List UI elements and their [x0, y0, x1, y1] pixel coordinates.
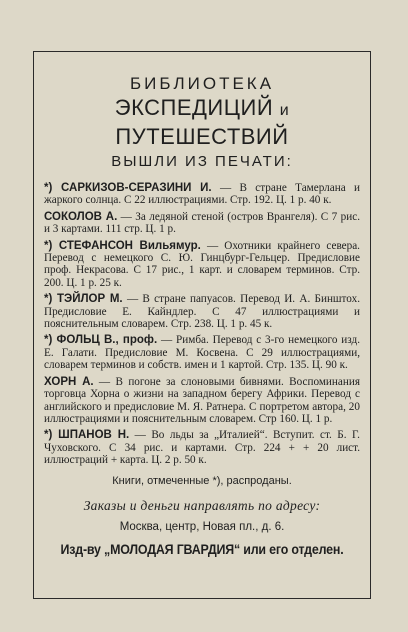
header-published: ВЫШЛИ ИЗ ПЕЧАТИ: [111, 153, 293, 170]
header-series-expeditions: ЭКСПЕДИЦИЙ [114, 95, 274, 120]
entry-author: ХОРН А. [44, 375, 94, 388]
entry-author: *) ТЭЙЛОР М. [44, 293, 123, 306]
publisher-line: Изд-ву „МОЛОДАЯ ГВАРДИЯ“ или его отделен. [60, 541, 344, 557]
list-item [44, 293, 360, 330]
entry-text: — За ледяной стеной (остров Врангеля). С 7 рис. и 3 картами. 111 стр. Ц. 1 р. [44, 210, 360, 236]
entry-author: *) ФОЛЬЦ В., проф. [44, 334, 158, 347]
list-item [44, 240, 360, 290]
header-series-travels: ПУТЕШЕСТВИЙ [115, 124, 289, 149]
header-series-title [44, 95, 360, 150]
entry-text: — В стране папуасов. Перевод И. А. Бинштох. Предисловие Е. Кайндлер. С 47 иллюстрациями и пояснительным словарем. Стр. 238. Ц. 1 р. 45 к. [44, 293, 360, 331]
header-library: БИБЛИОТЕКА [129, 74, 275, 93]
entry-author: *) СТЕФАНСОН Вильямур. [44, 239, 201, 252]
list-item [44, 429, 360, 466]
entry-text: — В погоне за слоновыми бивнями. Воспоминания торговца Хорна о жизни на западном берегу Африки. Перевод с английского и предисловие М. Я. Ратнера. С портретом автора, 20 иллюстрациями и пояснительным словарем. Стр 160. Ц. 1 р. [44, 375, 360, 425]
entry-text: — Во льды за „Италией“. Вступит. ст. Б. Г. Чуховского. С 34 рис. и картами. Стр. 224 + + 20 лист. иллюстраций + карта. Ц. 2 р. 50 к. [44, 429, 360, 467]
entry-text: — В стране Тамерлана и жаркого солнца. С 22 иллюстрациями. Стр. 192. Ц. 1 р. 40 к. [44, 182, 360, 207]
entry-text: — Римба. Перевод с 3-го немецкого изд. Е. Галати. Предисловие М. Косвена. С 29 иллюстрациями, словарем терминов и собств. имен и 1 картой. Стр. 135. Ц. 90 к. [44, 334, 360, 372]
list-item [44, 211, 360, 236]
entry-author: *) САРКИЗОВ-СЕРАЗИНИ И. [44, 182, 212, 194]
list-item [44, 334, 360, 371]
entry-author: *) ШПАНОВ Н. [44, 429, 130, 442]
list-item [44, 376, 360, 426]
orders-instruction: Заказы и деньги направлять по адресу: [83, 497, 321, 513]
entry-author: СОКОЛОВ А. [44, 210, 118, 223]
list-item [44, 182, 360, 207]
sold-out-note: Книги, отмеченные *), распроданы. [112, 474, 292, 487]
content-frame [33, 51, 371, 599]
address-line: Москва, центр, Новая пл., д. 6. [119, 520, 285, 533]
entry-text: — Охотники крайнего севера. Перевод с немецкого С. Ю. Гинцбург-Гельцер. Предисловие проф. Некрасова. С 17 рис., 1 карт. и словарем терминов. Стр. 200. Ц. 1 р. 25 к. [44, 239, 360, 289]
book-list [44, 182, 360, 467]
header-series-conj: и [279, 102, 290, 119]
